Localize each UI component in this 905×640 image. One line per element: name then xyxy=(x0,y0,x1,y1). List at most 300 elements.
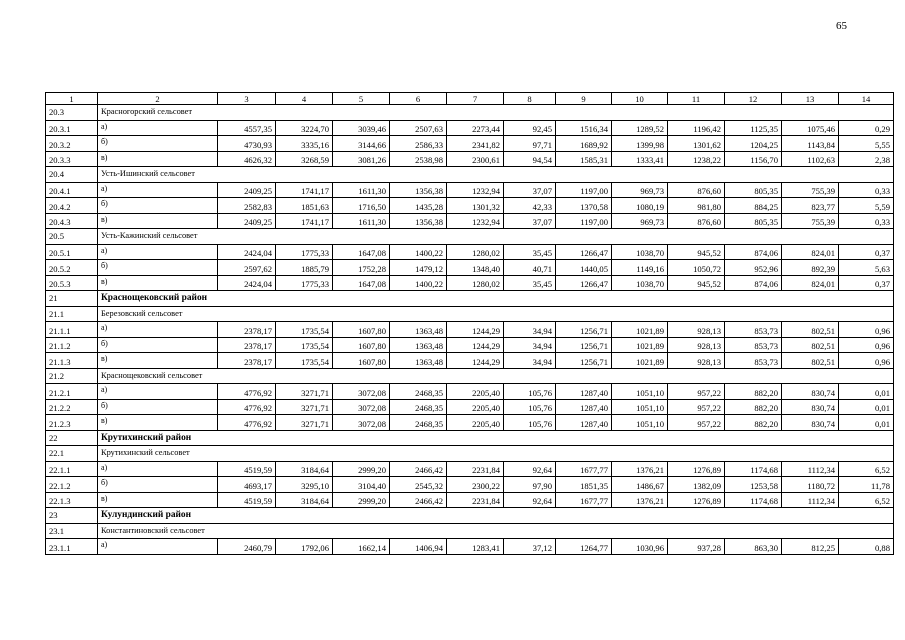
table-cell: 2597,62 xyxy=(218,260,276,276)
council-row xyxy=(46,446,894,462)
council-name: Константиновский сельсовет xyxy=(98,523,894,539)
table-cell: 957,22 xyxy=(668,399,725,415)
table-row xyxy=(46,384,894,400)
table-cell: 3081,26 xyxy=(333,151,390,167)
table-cell: 92,45 xyxy=(504,120,556,136)
table-row xyxy=(46,539,894,555)
table-cell: 0,33 xyxy=(839,182,894,198)
column-header: 8 xyxy=(504,93,556,105)
column-header: 7 xyxy=(447,93,504,105)
table-cell: 1232,94 xyxy=(447,182,504,198)
council-row xyxy=(46,105,894,121)
council-row xyxy=(46,306,894,322)
table-cell: 1400,22 xyxy=(390,244,447,260)
table-cell: 97,90 xyxy=(504,477,556,493)
table-row xyxy=(46,353,894,369)
table-cell: 1287,40 xyxy=(556,384,612,400)
table-cell: 824,01 xyxy=(782,275,839,291)
table-cell: 1283,41 xyxy=(447,539,504,555)
row-code: 20.5.2 xyxy=(46,260,98,276)
table-cell: 1238,22 xyxy=(668,151,725,167)
row-code: 21.1.2 xyxy=(46,337,98,353)
table-cell: 1180,72 xyxy=(782,477,839,493)
column-header: 13 xyxy=(782,93,839,105)
district-row xyxy=(46,291,894,307)
council-row xyxy=(46,229,894,245)
table-cell: 1196,42 xyxy=(668,120,725,136)
column-header: 4 xyxy=(276,93,333,105)
table-cell: 928,13 xyxy=(668,337,725,353)
table-cell: 2586,33 xyxy=(390,136,447,152)
table-cell: 2999,20 xyxy=(333,461,390,477)
row-code: 23 xyxy=(46,508,98,524)
table-cell: 2378,17 xyxy=(218,322,276,338)
table-cell: 853,73 xyxy=(725,337,782,353)
column-header: 3 xyxy=(218,93,276,105)
table-cell: 4693,17 xyxy=(218,477,276,493)
row-variant-label: в) xyxy=(98,415,218,431)
table-cell: 3271,71 xyxy=(276,399,333,415)
table-cell: 5,63 xyxy=(839,260,894,276)
table-cell: 1051,10 xyxy=(612,415,668,431)
table-cell: 37,12 xyxy=(504,539,556,555)
table-cell: 876,60 xyxy=(668,182,725,198)
table-cell: 2466,42 xyxy=(390,461,447,477)
table-cell: 1356,38 xyxy=(390,182,447,198)
table-cell: 37,07 xyxy=(504,182,556,198)
column-header: 14 xyxy=(839,93,894,105)
table-cell: 2582,83 xyxy=(218,198,276,214)
table-cell: 1611,30 xyxy=(333,213,390,229)
district-name: Краснощековский район xyxy=(98,291,894,307)
table-cell: 1440,05 xyxy=(556,260,612,276)
table-row xyxy=(46,213,894,229)
table-row xyxy=(46,136,894,152)
table-cell: 1244,29 xyxy=(447,322,504,338)
row-code: 20.5.1 xyxy=(46,244,98,260)
row-variant-label: б) xyxy=(98,477,218,493)
table-cell: 1677,77 xyxy=(556,461,612,477)
table-cell: 35,45 xyxy=(504,275,556,291)
table-cell: 2300,22 xyxy=(447,477,504,493)
row-variant-label: в) xyxy=(98,151,218,167)
table-cell: 1647,08 xyxy=(333,244,390,260)
row-variant-label: в) xyxy=(98,492,218,508)
table-cell: 105,76 xyxy=(504,384,556,400)
table-cell: 755,39 xyxy=(782,213,839,229)
table-cell: 2231,84 xyxy=(447,461,504,477)
table-cell: 1585,31 xyxy=(556,151,612,167)
table-cell: 1256,71 xyxy=(556,322,612,338)
district-name: Кулундинский район xyxy=(98,508,894,524)
table-cell: 802,51 xyxy=(782,322,839,338)
table-cell: 1851,63 xyxy=(276,198,333,214)
table-cell: 1287,40 xyxy=(556,415,612,431)
council-row xyxy=(46,368,894,384)
table-cell: 1256,71 xyxy=(556,337,612,353)
table-row xyxy=(46,151,894,167)
table-cell: 812,25 xyxy=(782,539,839,555)
row-code: 21.1.3 xyxy=(46,353,98,369)
table-cell: 34,94 xyxy=(504,337,556,353)
table-row xyxy=(46,322,894,338)
table-cell: 1021,89 xyxy=(612,337,668,353)
row-variant-label: а) xyxy=(98,244,218,260)
table-cell: 92,64 xyxy=(504,492,556,508)
table-cell: 3271,71 xyxy=(276,384,333,400)
row-code: 21.2.2 xyxy=(46,399,98,415)
table-cell: 2424,04 xyxy=(218,275,276,291)
table-cell: 1479,12 xyxy=(390,260,447,276)
table-cell: 1102,63 xyxy=(782,151,839,167)
table-cell: 1080,19 xyxy=(612,198,668,214)
row-variant-label: в) xyxy=(98,213,218,229)
table-cell: 1741,17 xyxy=(276,213,333,229)
table-cell: 4519,59 xyxy=(218,492,276,508)
row-variant-label: в) xyxy=(98,353,218,369)
table-cell: 1851,35 xyxy=(556,477,612,493)
table-cell: 1363,48 xyxy=(390,353,447,369)
table-cell: 1716,50 xyxy=(333,198,390,214)
table-cell: 1363,48 xyxy=(390,322,447,338)
table-cell: 2409,25 xyxy=(218,213,276,229)
table-cell: 3268,59 xyxy=(276,151,333,167)
table-cell: 2205,40 xyxy=(447,399,504,415)
table-cell: 1792,06 xyxy=(276,539,333,555)
table-cell: 4626,32 xyxy=(218,151,276,167)
table-cell: 1611,30 xyxy=(333,182,390,198)
table-cell: 805,35 xyxy=(725,213,782,229)
table-cell: 0,01 xyxy=(839,399,894,415)
table-row xyxy=(46,415,894,431)
row-variant-label: б) xyxy=(98,136,218,152)
table-cell: 6,52 xyxy=(839,461,894,477)
table-cell: 1376,21 xyxy=(612,461,668,477)
column-header: 10 xyxy=(612,93,668,105)
row-code: 20.4.2 xyxy=(46,198,98,214)
table-cell: 2205,40 xyxy=(447,415,504,431)
table-cell: 2999,20 xyxy=(333,492,390,508)
row-code: 23.1.1 xyxy=(46,539,98,555)
table-cell: 1333,41 xyxy=(612,151,668,167)
table-cell: 957,22 xyxy=(668,384,725,400)
column-header: 6 xyxy=(390,93,447,105)
table-cell: 94,54 xyxy=(504,151,556,167)
council-name: Крутихинский сельсовет xyxy=(98,446,894,462)
table-cell: 1125,35 xyxy=(725,120,782,136)
table-cell: 1276,89 xyxy=(668,492,725,508)
table-cell: 1050,72 xyxy=(668,260,725,276)
table-cell: 105,76 xyxy=(504,415,556,431)
table-cell: 928,13 xyxy=(668,322,725,338)
table-cell: 37,07 xyxy=(504,213,556,229)
row-variant-label: а) xyxy=(98,539,218,555)
table-cell: 952,96 xyxy=(725,260,782,276)
row-code: 21.2.1 xyxy=(46,384,98,400)
row-variant-label: а) xyxy=(98,461,218,477)
row-variant-label: б) xyxy=(98,198,218,214)
table-cell: 1174,68 xyxy=(725,492,782,508)
table-cell: 874,06 xyxy=(725,244,782,260)
table-cell: 969,73 xyxy=(612,213,668,229)
council-row xyxy=(46,167,894,183)
table-cell: 2468,35 xyxy=(390,399,447,415)
tariff-table xyxy=(45,92,894,555)
table-cell: 1399,98 xyxy=(612,136,668,152)
table-cell: 3144,66 xyxy=(333,136,390,152)
table-cell: 0,96 xyxy=(839,322,894,338)
table-cell: 1301,62 xyxy=(668,136,725,152)
row-code: 22.1.2 xyxy=(46,477,98,493)
row-code: 21 xyxy=(46,291,98,307)
table-cell: 2300,61 xyxy=(447,151,504,167)
table-cell: 1030,96 xyxy=(612,539,668,555)
table-cell: 1264,77 xyxy=(556,539,612,555)
row-code: 21.1 xyxy=(46,306,98,322)
row-variant-label: б) xyxy=(98,260,218,276)
table-cell: 882,20 xyxy=(725,415,782,431)
table-cell: 1370,58 xyxy=(556,198,612,214)
table-cell: 5,59 xyxy=(839,198,894,214)
table-cell: 1021,89 xyxy=(612,322,668,338)
table-cell: 1752,28 xyxy=(333,260,390,276)
council-name: Красногорский сельсовет xyxy=(98,105,894,121)
table-cell: 4776,92 xyxy=(218,399,276,415)
row-code: 21.2 xyxy=(46,368,98,384)
table-cell: 1112,34 xyxy=(782,492,839,508)
council-name: Усть-Ишинский сельсовет xyxy=(98,167,894,183)
table-cell: 2378,17 xyxy=(218,337,276,353)
table-cell: 4776,92 xyxy=(218,415,276,431)
table-cell: 0,37 xyxy=(839,275,894,291)
table-cell: 2468,35 xyxy=(390,384,447,400)
row-code: 20.3 xyxy=(46,105,98,121)
council-name: Березовский сельсовет xyxy=(98,306,894,322)
table-cell: 1232,94 xyxy=(447,213,504,229)
table-cell: 1204,25 xyxy=(725,136,782,152)
table-row xyxy=(46,492,894,508)
table-cell: 1197,00 xyxy=(556,182,612,198)
table-cell: 11,78 xyxy=(839,477,894,493)
row-code: 20.4.1 xyxy=(46,182,98,198)
table-cell: 1149,16 xyxy=(612,260,668,276)
table-row xyxy=(46,461,894,477)
table-cell: 0,01 xyxy=(839,415,894,431)
table-cell: 1280,02 xyxy=(447,275,504,291)
table-cell: 3224,70 xyxy=(276,120,333,136)
table-row xyxy=(46,182,894,198)
table-cell: 1244,29 xyxy=(447,353,504,369)
table-cell: 2,38 xyxy=(839,151,894,167)
table-cell: 2341,82 xyxy=(447,136,504,152)
table-cell: 1516,34 xyxy=(556,120,612,136)
table-cell: 105,76 xyxy=(504,399,556,415)
table-cell: 802,51 xyxy=(782,353,839,369)
table-cell: 1486,67 xyxy=(612,477,668,493)
table-cell: 1363,48 xyxy=(390,337,447,353)
table-cell: 3271,71 xyxy=(276,415,333,431)
table-cell: 823,77 xyxy=(782,198,839,214)
column-header: 11 xyxy=(668,93,725,105)
table-header-row xyxy=(46,93,894,105)
column-header: 5 xyxy=(333,93,390,105)
table-cell: 1735,54 xyxy=(276,337,333,353)
table-cell: 1607,80 xyxy=(333,353,390,369)
table-cell: 2273,44 xyxy=(447,120,504,136)
table-cell: 1885,79 xyxy=(276,260,333,276)
row-code: 20.3.1 xyxy=(46,120,98,136)
row-code: 22.1.3 xyxy=(46,492,98,508)
table-cell: 3072,08 xyxy=(333,399,390,415)
table-cell: 1197,00 xyxy=(556,213,612,229)
table-cell: 853,73 xyxy=(725,322,782,338)
table-cell: 1607,80 xyxy=(333,322,390,338)
table-cell: 2466,42 xyxy=(390,492,447,508)
table-cell: 0,01 xyxy=(839,384,894,400)
table-cell: 830,74 xyxy=(782,399,839,415)
table-cell: 882,20 xyxy=(725,384,782,400)
page-number: 65 xyxy=(836,20,847,32)
table-cell: 1143,84 xyxy=(782,136,839,152)
table-cell: 3072,08 xyxy=(333,384,390,400)
table-cell: 3295,10 xyxy=(276,477,333,493)
row-variant-label: б) xyxy=(98,337,218,353)
table-cell: 0,33 xyxy=(839,213,894,229)
row-code: 22.1 xyxy=(46,446,98,462)
table-cell: 1174,68 xyxy=(725,461,782,477)
row-variant-label: б) xyxy=(98,399,218,415)
table-cell: 34,94 xyxy=(504,353,556,369)
row-code: 20.3.2 xyxy=(46,136,98,152)
table-cell: 824,01 xyxy=(782,244,839,260)
table-cell: 1647,08 xyxy=(333,275,390,291)
row-variant-label: а) xyxy=(98,322,218,338)
table-cell: 928,13 xyxy=(668,353,725,369)
row-code: 20.5 xyxy=(46,229,98,245)
table-cell: 0,29 xyxy=(839,120,894,136)
table-cell: 1406,94 xyxy=(390,539,447,555)
table-cell: 4557,35 xyxy=(218,120,276,136)
table-cell: 1607,80 xyxy=(333,337,390,353)
table-cell: 2538,98 xyxy=(390,151,447,167)
table-cell: 0,37 xyxy=(839,244,894,260)
table-cell: 2545,32 xyxy=(390,477,447,493)
table-cell: 3104,40 xyxy=(333,477,390,493)
table-row xyxy=(46,275,894,291)
table-cell: 1075,46 xyxy=(782,120,839,136)
table-cell: 1435,28 xyxy=(390,198,447,214)
row-code: 23.1 xyxy=(46,523,98,539)
table-row xyxy=(46,198,894,214)
table-cell: 1775,33 xyxy=(276,244,333,260)
column-header: 9 xyxy=(556,93,612,105)
table-cell: 0,96 xyxy=(839,353,894,369)
table-cell: 0,88 xyxy=(839,539,894,555)
column-header: 1 xyxy=(46,93,98,105)
table-cell: 2409,25 xyxy=(218,182,276,198)
table-cell: 2507,63 xyxy=(390,120,447,136)
table-cell: 945,52 xyxy=(668,244,725,260)
table-cell: 1021,89 xyxy=(612,353,668,369)
table-cell: 830,74 xyxy=(782,415,839,431)
council-name: Краснощековский сельсовет xyxy=(98,368,894,384)
table-cell: 2378,17 xyxy=(218,353,276,369)
table-cell: 3184,64 xyxy=(276,461,333,477)
table-cell: 755,39 xyxy=(782,182,839,198)
table-cell: 1376,21 xyxy=(612,492,668,508)
table-cell: 969,73 xyxy=(612,182,668,198)
table-cell: 1156,70 xyxy=(725,151,782,167)
table-cell: 882,20 xyxy=(725,399,782,415)
table-cell: 6,52 xyxy=(839,492,894,508)
row-variant-label: а) xyxy=(98,120,218,136)
table-row xyxy=(46,260,894,276)
district-row xyxy=(46,430,894,446)
table-cell: 42,33 xyxy=(504,198,556,214)
table-cell: 3184,64 xyxy=(276,492,333,508)
table-cell: 3335,16 xyxy=(276,136,333,152)
row-code: 20.5.3 xyxy=(46,275,98,291)
table-cell: 1051,10 xyxy=(612,399,668,415)
column-header: 2 xyxy=(98,93,218,105)
table-cell: 1266,47 xyxy=(556,275,612,291)
table-cell: 4776,92 xyxy=(218,384,276,400)
table-cell: 1735,54 xyxy=(276,322,333,338)
table-cell: 863,30 xyxy=(725,539,782,555)
table-cell: 2468,35 xyxy=(390,415,447,431)
table-cell: 1775,33 xyxy=(276,275,333,291)
table-cell: 1741,17 xyxy=(276,182,333,198)
table-cell: 1266,47 xyxy=(556,244,612,260)
table-cell: 1735,54 xyxy=(276,353,333,369)
table-cell: 802,51 xyxy=(782,337,839,353)
table-cell: 1038,70 xyxy=(612,244,668,260)
row-variant-label: в) xyxy=(98,275,218,291)
table-cell: 4730,93 xyxy=(218,136,276,152)
council-row xyxy=(46,523,894,539)
table-cell: 1244,29 xyxy=(447,337,504,353)
table-cell: 1038,70 xyxy=(612,275,668,291)
table-cell: 0,96 xyxy=(839,337,894,353)
table-cell: 40,71 xyxy=(504,260,556,276)
table-cell: 1287,40 xyxy=(556,399,612,415)
table-cell: 876,60 xyxy=(668,213,725,229)
row-variant-label: а) xyxy=(98,182,218,198)
table-cell: 1276,89 xyxy=(668,461,725,477)
table-cell: 5,55 xyxy=(839,136,894,152)
table-cell: 3039,46 xyxy=(333,120,390,136)
row-code: 20.4.3 xyxy=(46,213,98,229)
table-cell: 34,94 xyxy=(504,322,556,338)
row-code: 22 xyxy=(46,430,98,446)
table-cell: 1356,38 xyxy=(390,213,447,229)
table-cell: 4519,59 xyxy=(218,461,276,477)
table-cell: 2205,40 xyxy=(447,384,504,400)
table-row xyxy=(46,337,894,353)
table-cell: 1256,71 xyxy=(556,353,612,369)
table-cell: 97,71 xyxy=(504,136,556,152)
table-cell: 884,25 xyxy=(725,198,782,214)
table-cell: 1051,10 xyxy=(612,384,668,400)
table-cell: 945,52 xyxy=(668,275,725,291)
table-cell: 1289,52 xyxy=(612,120,668,136)
table-cell: 981,80 xyxy=(668,198,725,214)
row-variant-label: а) xyxy=(98,384,218,400)
table-cell: 874,06 xyxy=(725,275,782,291)
table-cell: 830,74 xyxy=(782,384,839,400)
row-code: 20.4 xyxy=(46,167,98,183)
table-cell: 853,73 xyxy=(725,353,782,369)
